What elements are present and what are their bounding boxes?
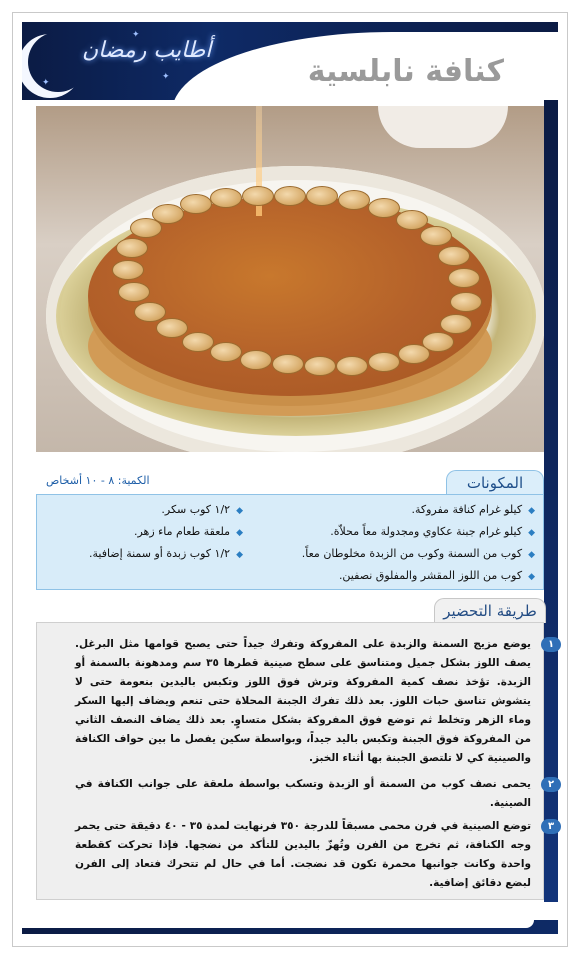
star-icon: ✦ <box>42 78 50 88</box>
kunafa-photo <box>36 106 544 452</box>
list-item: ◆كيلو غرام جبنة عكاوي ومجدولة معاً محلاّة. <box>330 525 535 538</box>
step-number: ٢ <box>541 777 561 792</box>
ingredients-list <box>36 494 544 590</box>
brand-logo: أطايب رمضان <box>82 38 212 63</box>
list-item: ◆١/٢ كوب زبدة أو سمنة إضافية. <box>88 547 243 560</box>
step-number: ١ <box>541 637 561 652</box>
method-step: ٢ يحمى نصف كوب من السمنة أو الزبدة وتسكب بواسطة ملعقة على جوانب الكنافة في الصينية. <box>75 775 531 813</box>
page-title: كنافة نابلسية <box>307 54 504 89</box>
star-icon: ✦ <box>162 72 170 82</box>
list-item: ◆كوب من السمنة وكوب من الزبدة مخلوطان معاً. <box>301 547 535 560</box>
tab-method: طريقة التحضير <box>434 598 546 623</box>
decorative-rail <box>22 920 558 934</box>
method-step: ٣ توضع الصينية في فرن محمى مسبقاً للدرجة ٣٥٠ فرنهايت لمدة ٣٥ - ٤٠ دقيقة حتى يحمر وجه الكنافة، ثم تخرج من الفرن وتُهزّ باليدين للتأكد من نضجها. فإذا تحركت كقطعة واحدة وكانت جوانبها محمرة تكون قد نضجت. أما في حال لم تتحرك فتعاد إلى الفرن لبضع دقائق إضافية. <box>75 817 531 893</box>
method-step: ١ يوضع مزيج السمنة والزبدة على المفروكة وتفرك جيداً حتى يصبح قوامها مثل البرغل. يصف اللوز بشكل جميل ومتناسق على سطح صينية قطرها ٣٥ سم ومدهونة بالسمنة أو الزبدة. تؤخذ نصف كمية المفروكة وترش فوق اللوز وتكبس باليدين بنعومة حتى لا يتشوش تناسق حبات اللوز. بعد ذلك تفرك الجبنة المحلاة حتى تنعم ويضاف إليها السكر وماء الزهر وتخلط ثم توضع فوق المفروكة بشكل متساوٍ. بعد ذلك يضاف النصف الثاني من المفروكة فوق الجبنة وتكبس باليد جيداً، وبواسطة سكين يفصل ما بين حواف الكنافة والصينية كي لا تلتصق الجبنة بها أثناء الخبز. <box>75 635 531 768</box>
list-item: ◆١/٢ كوب سكر. <box>161 503 243 516</box>
method-section <box>36 622 555 900</box>
tab-ingredients: المكونات <box>446 470 544 495</box>
list-item: ◆ملعقة طعام ماء زهر. <box>133 525 243 538</box>
step-number: ٣ <box>541 819 561 834</box>
list-item: ◆كوب من اللوز المقشر والمفلوق نصفين. <box>338 569 535 582</box>
quantity-label: الكمية: ٨ - ١٠ أشخاص <box>46 474 150 487</box>
ingredients-header <box>36 470 544 494</box>
crescent-moon-icon <box>28 32 88 92</box>
star-icon: ✦ <box>132 30 140 40</box>
list-item: ◆كيلو غرام كنافة مفروكة. <box>411 503 535 516</box>
